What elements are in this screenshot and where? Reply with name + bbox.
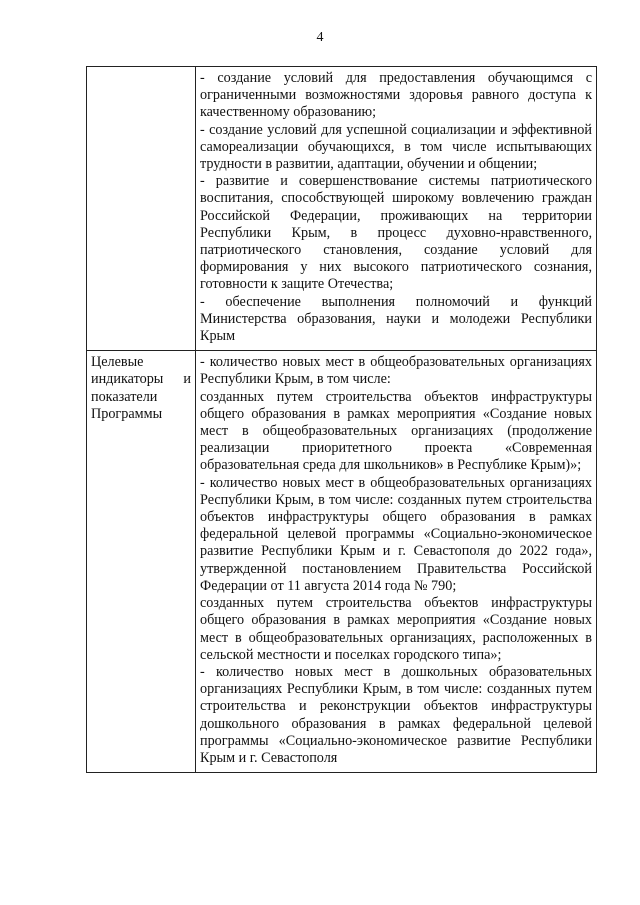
table-row xyxy=(87,351,597,773)
paragraph: - развитие и совершенствование системы патриотического воспитания, способствующей широкому вовлечению граждан Российской Федерации, проживающих на территории Республики Крым, в процесс духовно-нравственного, патриотического становления, создание условий для формирования у них высокого патриотического сознания, готовности к защите Отечества; xyxy=(200,173,592,293)
program-passport-table xyxy=(86,66,597,773)
paragraph: созданных путем строительства объектов инфраструктуры общего образования в рамках мероприятия «Создание новых мест в общеобразовательных организациях (продолжение реализации приоритетного проекта «Современная образовательная среда для школьников» в Республике Крым)»; xyxy=(200,388,592,474)
row-content xyxy=(196,351,597,773)
page-number: 4 xyxy=(316,30,324,45)
paragraph: - количество новых мест в общеобразовательных организациях Республики Крым, в том числе: xyxy=(200,354,592,388)
paragraph: - количество новых мест в дошкольных образовательных организациях Республики Крым, в том числе: созданных путем строительства и реконструкции объектов инфраструктуры дошкольного образования в рамках федеральной целевой программы «Социально-экономическое развитие Республики Крым и г. Севастополя xyxy=(200,663,592,766)
row-content xyxy=(196,67,597,351)
paragraph: созданных путем строительства объектов инфраструктуры общего образования в рамках мероприятия «Создание новых мест в общеобразовательных организациях, расположенных в сельской местности и поселках городского типа»; xyxy=(200,595,592,663)
paragraph: - количество новых мест в общеобразовательных организациях Республики Крым, в том числе: созданных путем строительства объектов инфраструктуры общего образования в рамках федеральной целевой программы «Социально-экономическое развитие Республики Крым и г. Севастополя до 2022 года», утвержденной постановлением Правительства Российской Федерации от 11 августа 2014 года № 790; xyxy=(200,474,592,594)
table-row xyxy=(87,67,597,351)
row-label: Целевые индикаторы и показатели Программы xyxy=(87,351,196,773)
paragraph: - создание условий для предоставления обучающимся с ограниченными возможностями здоровья равного доступа к качественному образованию; xyxy=(200,70,592,121)
paragraph: - обеспечение выполнения полномочий и функций Министерства образования, науки и молодежи Республики Крым xyxy=(200,293,592,345)
row-label xyxy=(87,67,196,351)
paragraph: - создание условий для успешной социализации и эффективной самореализации обучающихся, в том числе испытывающих трудности в развитии, адаптации, обучении и общении; xyxy=(200,121,592,173)
